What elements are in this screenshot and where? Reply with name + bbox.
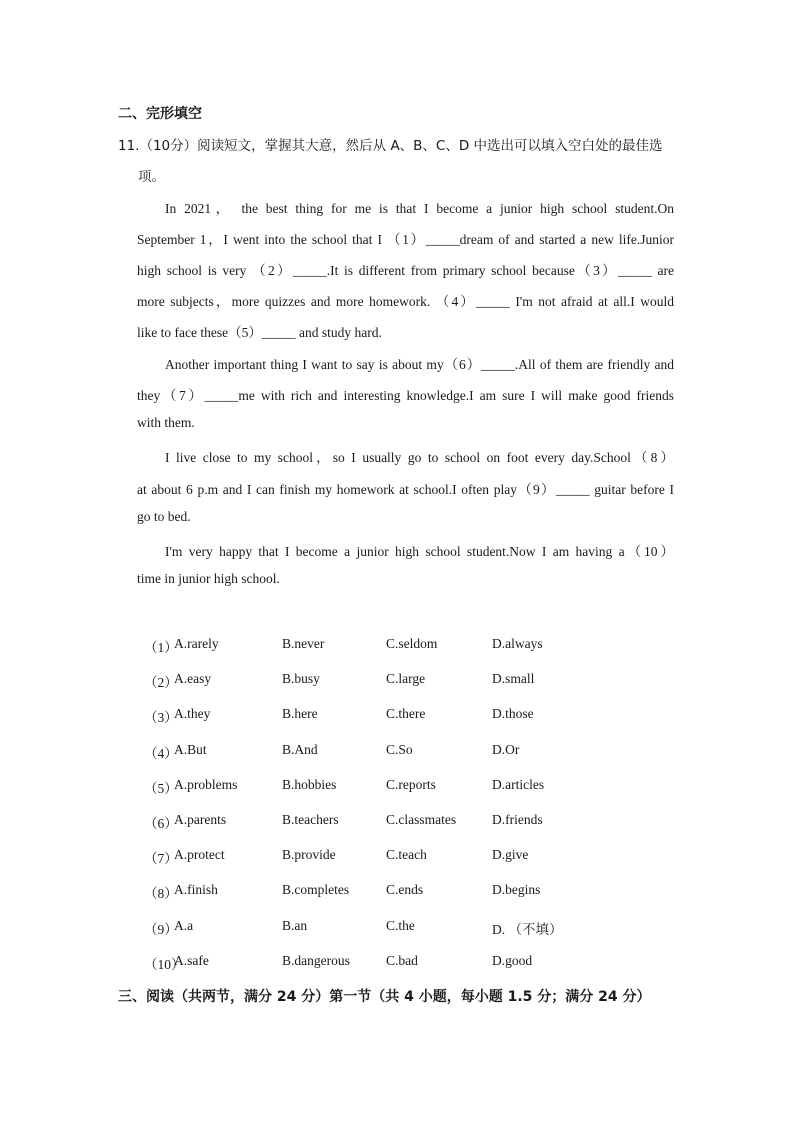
option-a: A.But bbox=[174, 742, 207, 757]
option-row bbox=[144, 812, 664, 832]
option-b: B.dangerous bbox=[282, 953, 350, 968]
option-row bbox=[144, 918, 664, 938]
option-d: D. （不填） bbox=[492, 922, 563, 937]
passage-line: Another important thing I want to say is about my（6）_____.All of them are friendly and bbox=[165, 357, 674, 372]
option-b: B.busy bbox=[282, 671, 320, 686]
section-title-reading: 三、阅读（共两节，满分 24 分）第一节（共 4 小题，每小题 1.5 分；满分 24 分） bbox=[118, 989, 651, 1005]
option-d: D.give bbox=[492, 847, 529, 862]
option-number: （8） bbox=[144, 886, 178, 901]
option-row bbox=[144, 847, 664, 867]
option-b: B.hobbies bbox=[282, 777, 337, 792]
option-a: A.finish bbox=[174, 882, 218, 897]
option-number: （9） bbox=[144, 922, 178, 937]
section-title-cloze: 二、完形填空 bbox=[118, 106, 202, 122]
option-row bbox=[144, 636, 664, 656]
question-instruction-line-1: 11.（10分）阅读短文，掌握其大意，然后从 A、B、C、D 中选出可以填入空白处的最佳选 bbox=[118, 138, 663, 154]
passage-line: high school is very （2）_____.It is different from primary school because（3）_____ are bbox=[137, 263, 674, 278]
option-a: A.they bbox=[174, 706, 211, 721]
passage-line: In 2021， the best thing for me is that I become a junior high school student.On bbox=[165, 201, 674, 216]
option-b: B.completes bbox=[282, 882, 350, 897]
option-a: A.a bbox=[174, 918, 194, 933]
passage-line: go to bed. bbox=[137, 509, 191, 524]
passage-line: I'm very happy that I become a junior high school student.Now I am having a（10） bbox=[165, 544, 674, 559]
option-c: C.ends bbox=[386, 882, 424, 897]
option-d: D.articles bbox=[492, 777, 545, 792]
option-number: （3） bbox=[144, 710, 178, 725]
option-a: A.safe bbox=[174, 953, 209, 968]
question-instruction-line-2: 项。 bbox=[138, 169, 165, 185]
option-d: D.always bbox=[492, 636, 543, 651]
option-c: C.seldom bbox=[386, 636, 438, 651]
option-row bbox=[144, 671, 664, 691]
option-b: B.And bbox=[282, 742, 318, 757]
option-number: （2） bbox=[144, 675, 178, 690]
option-c: C.So bbox=[386, 742, 413, 757]
passage-line: they（7）_____me with rich and interesting knowledge.I am sure I will make good friends bbox=[137, 388, 674, 403]
passage-line: at about 6 p.m and I can finish my homework at school.I often play（9）_____ guitar before I bbox=[137, 482, 674, 497]
passage-line: time in junior high school. bbox=[137, 571, 280, 586]
option-d: D.good bbox=[492, 953, 533, 968]
option-d: D.Or bbox=[492, 742, 520, 757]
option-c: C.large bbox=[386, 671, 426, 686]
option-number: （7） bbox=[144, 851, 178, 866]
option-number: （5） bbox=[144, 781, 178, 796]
option-a: A.rarely bbox=[174, 636, 219, 651]
option-d: D.those bbox=[492, 706, 534, 721]
passage-line: I live close to my school，so I usually go to school on foot every day.School（8） bbox=[165, 450, 674, 465]
option-row bbox=[144, 953, 664, 973]
passage-line: September 1，I went into the school that I （1）_____dream of and started a new life.Junior bbox=[137, 232, 674, 247]
option-c: C.bad bbox=[386, 953, 418, 968]
option-number: （4） bbox=[144, 746, 178, 761]
option-c: C.teach bbox=[386, 847, 427, 862]
option-b: B.an bbox=[282, 918, 308, 933]
option-a: A.easy bbox=[174, 671, 212, 686]
option-c: C.the bbox=[386, 918, 415, 933]
option-a: A.parents bbox=[174, 812, 227, 827]
option-row bbox=[144, 706, 664, 726]
passage-line: like to face these（5）_____ and study hard. bbox=[137, 325, 382, 340]
option-a: A.protect bbox=[174, 847, 225, 862]
option-c: C.classmates bbox=[386, 812, 457, 827]
option-b: B.never bbox=[282, 636, 325, 651]
option-b: B.here bbox=[282, 706, 318, 721]
passage-line: more subjects，more quizzes and more homework. （4）_____ I'm not afraid at all.I would bbox=[137, 294, 674, 309]
option-number: （1） bbox=[144, 640, 178, 655]
option-number: （6） bbox=[144, 816, 178, 831]
option-b: B.provide bbox=[282, 847, 336, 862]
option-d: D.friends bbox=[492, 812, 543, 827]
option-row bbox=[144, 777, 664, 797]
option-a: A.problems bbox=[174, 777, 238, 792]
option-d: D.small bbox=[492, 671, 535, 686]
option-c: C.there bbox=[386, 706, 426, 721]
passage-line: with them. bbox=[137, 415, 195, 430]
option-row bbox=[144, 742, 664, 762]
option-d: D.begins bbox=[492, 882, 541, 897]
option-number: （10） bbox=[144, 957, 185, 972]
option-row bbox=[144, 882, 664, 902]
option-b: B.teachers bbox=[282, 812, 339, 827]
option-c: C.reports bbox=[386, 777, 436, 792]
